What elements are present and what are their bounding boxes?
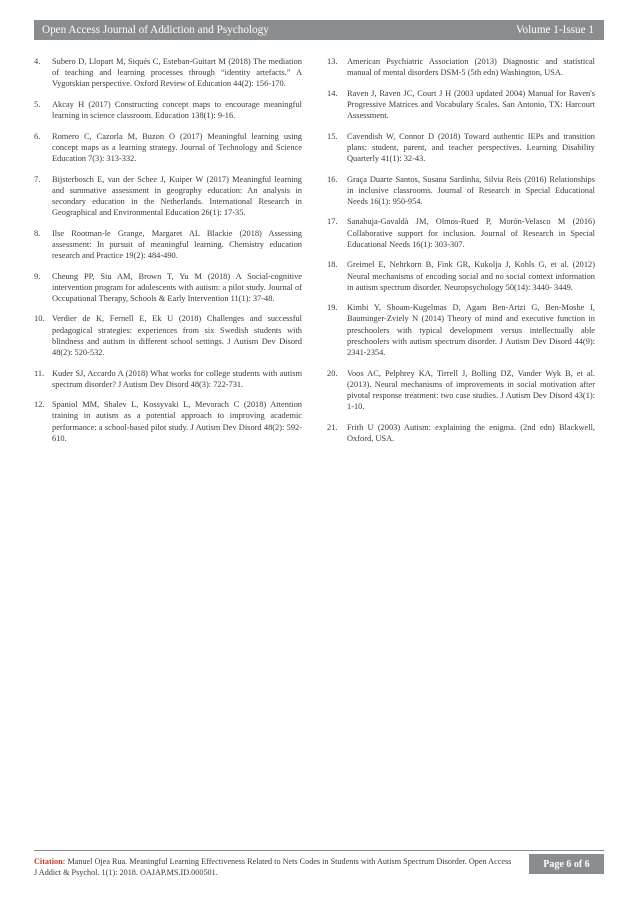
reference-text: Sanahuja-Gavaldà JM, Olmos-Rued P, Morón-Velasco M (2016) Collaborative support for inclusion. Journal of Research in Special Educational Needs 16(1): 303-307. <box>347 217 595 249</box>
reference-text: Subero D, Llopart M, Siqués C, Esteban-Guitart M (2018) The mediation of teaching and learning processes through “identity artefacts.” A Vygotskian perspective. Oxford Review of Education 44(2): 156-170. <box>52 57 302 89</box>
reference-item <box>34 399 302 444</box>
page-number-badge <box>529 854 604 874</box>
reference-text: Frith U (2003) Autism: explaining the enigma. (2nd edn) Blackwell, Oxford, USA. <box>347 422 595 443</box>
reference-text: Greimel E, Nehrkorn B, Fink GR, Kukolja J, Kohls G, et al. (2012) Neural mechanisms of encoding social and no social context information in autism spectrum disorder. Neuropsychology 50(14): 3440- 3449. <box>347 260 595 292</box>
reference-number: 13. <box>327 57 338 66</box>
references-right-column <box>327 56 595 453</box>
reference-text: Kuder SJ, Accardo A (2018) What works for college students with autism spectrum disorder? J Autism Dev Disord 48(3): 722-731. <box>52 368 302 389</box>
reference-item <box>34 131 302 165</box>
journal-header-bar <box>34 20 604 40</box>
reference-item <box>34 174 302 219</box>
reference-item <box>327 88 595 122</box>
reference-text: Ilse Rootman-le Grange, Margaret AL Blackie (2018) Assessing assessment: In pursuit of meaningful learning. Chemistry education research and Practice 19(2): 484-490. <box>52 228 302 261</box>
reference-number: 17. <box>327 217 338 227</box>
reference-item <box>34 313 302 358</box>
reference-text: Bijsterbosch E, van der Schee J, Kuiper W (2017) Meaningful learning and summative assessment in geography education: An analysis in secondary education in the Netherlands. International Research in Geographical and Environmental Education 26(1): 17-35. <box>52 174 302 218</box>
reference-number: 10. <box>34 314 45 324</box>
footer-divider <box>34 850 604 851</box>
journal-title: Open Access Journal of Addiction and Psychology <box>42 24 269 36</box>
reference-number: 16. <box>327 174 338 184</box>
reference-item <box>327 302 595 358</box>
reference-text: Akcay H (2017) Constructing concept maps to encourage meaningful learning in science classroom. Education 138(1): 9-16. <box>52 99 302 121</box>
reference-number: 5. <box>34 99 41 109</box>
reference-number: 8. <box>34 228 41 238</box>
reference-text: Graça Duarte Santos, Susana Sardinha, Silvia Reis (2016) Relationships in inclusive classrooms. Journal of Research in Special Educational Needs 16(1): 950-954. <box>347 174 595 206</box>
reference-text: American Psychiatric Association (2013) Diagnostic and statistical manual of mental disorders DSM-5 (5th edn) Washington, USA. <box>347 57 595 78</box>
reference-number: 19. <box>327 303 338 313</box>
reference-number: 7. <box>34 174 41 184</box>
references-left-column <box>34 56 302 453</box>
reference-item <box>327 131 595 165</box>
reference-number: 12. <box>34 400 45 410</box>
reference-item <box>34 56 302 90</box>
reference-item <box>327 174 595 208</box>
reference-number: 4. <box>34 57 41 66</box>
reference-item <box>327 56 595 78</box>
reference-text: Raven J, Raven JC, Court J H (2003 updated 2004) Manual for Raven's Progressive Matrices and Vocabulary Scales. San Antonio, TX: Harcourt Assessment. <box>347 88 595 121</box>
reference-text: Cheung PP, Siu AM, Brown T, Yu M (2018) A Social-cognitive intervention program for adolescents with autism: a pilot study. Journal of Occupational Therapy, Schools & Early Intervention 11(1): 37-48. <box>52 271 302 303</box>
reference-item <box>34 368 302 390</box>
reference-number: 20. <box>327 368 338 378</box>
volume-issue: Volume 1-Issue 1 <box>515 24 594 36</box>
reference-number: 14. <box>327 88 338 98</box>
reference-item <box>34 271 302 305</box>
reference-number: 18. <box>327 260 338 270</box>
reference-text: Kimhi Y, Shoam-Kugelmas D, Agam Ben-Artzi G, Ben-Moshe I, Bauminger-Zviely N (2014) Theory of mind and executive function in preschoolers with typical development versus intellectually able preschoolers with autism spectrum disorder. J Autism Dev Disord 44(9): 2341-2354. <box>347 303 595 358</box>
reference-number: 21. <box>327 422 338 432</box>
reference-text: Voos AC, Pelphrey KA, Tirrell J, Bolling DZ, Vander Wyk B, et al. (2013). Neural mechanisms of improvements in social motivation after pivotal response treatment: two case studies. J Autism Dev Disord 43(1): 1-10. <box>347 368 595 412</box>
reference-number: 9. <box>34 271 41 281</box>
page-number: Page 6 of 6 <box>543 858 590 870</box>
reference-item <box>327 259 595 293</box>
reference-text: Verdier de K, Fernell E, Ek U (2018) Challenges and successful pedagogical strategies: experiences from six Swedish students with blindness and autism in different school settings. J Autism Dev Disord 48(2): 520-532. <box>52 314 302 358</box>
citation-label: Citation: <box>34 857 66 866</box>
reference-item <box>327 368 595 413</box>
reference-item <box>34 99 302 121</box>
citation-text: Manuel Ojea Rua. Meaningful Learning Effectiveness Related to Nets Codes in Students with Autism Spectrum Disorder. Open Access J Addict & Psychol. 1(1): 2018. OAJAP.MS.ID.000501. <box>34 857 512 877</box>
reference-text: Spaniol MM, Shalev L, Kossyvaki L, Mevorach C (2018) Attention training in autism as a potential approach to improving academic performance: a school-based pilot study. J Autism Dev Disord 48(2): 592-610. <box>52 400 302 443</box>
reference-item <box>34 228 302 262</box>
reference-text: Cavendish W, Connor D (2018) Toward authentic IEPs and transition plans: student, parent, and teacher perspectives. Learning Disability Quarterly 41(1): 32-43. <box>347 131 595 164</box>
reference-number: 11. <box>34 368 45 378</box>
reference-item <box>327 422 595 444</box>
reference-text: Romero C, Cazorla M, Buzon O (2017) Meaningful learning using concept maps as a learning strategy. Journal of Technology and Science Education 7(3): 313-332. <box>52 131 302 164</box>
reference-item <box>327 216 595 250</box>
reference-number: 15. <box>327 131 338 141</box>
footer-citation <box>34 856 514 878</box>
reference-number: 6. <box>34 131 41 141</box>
